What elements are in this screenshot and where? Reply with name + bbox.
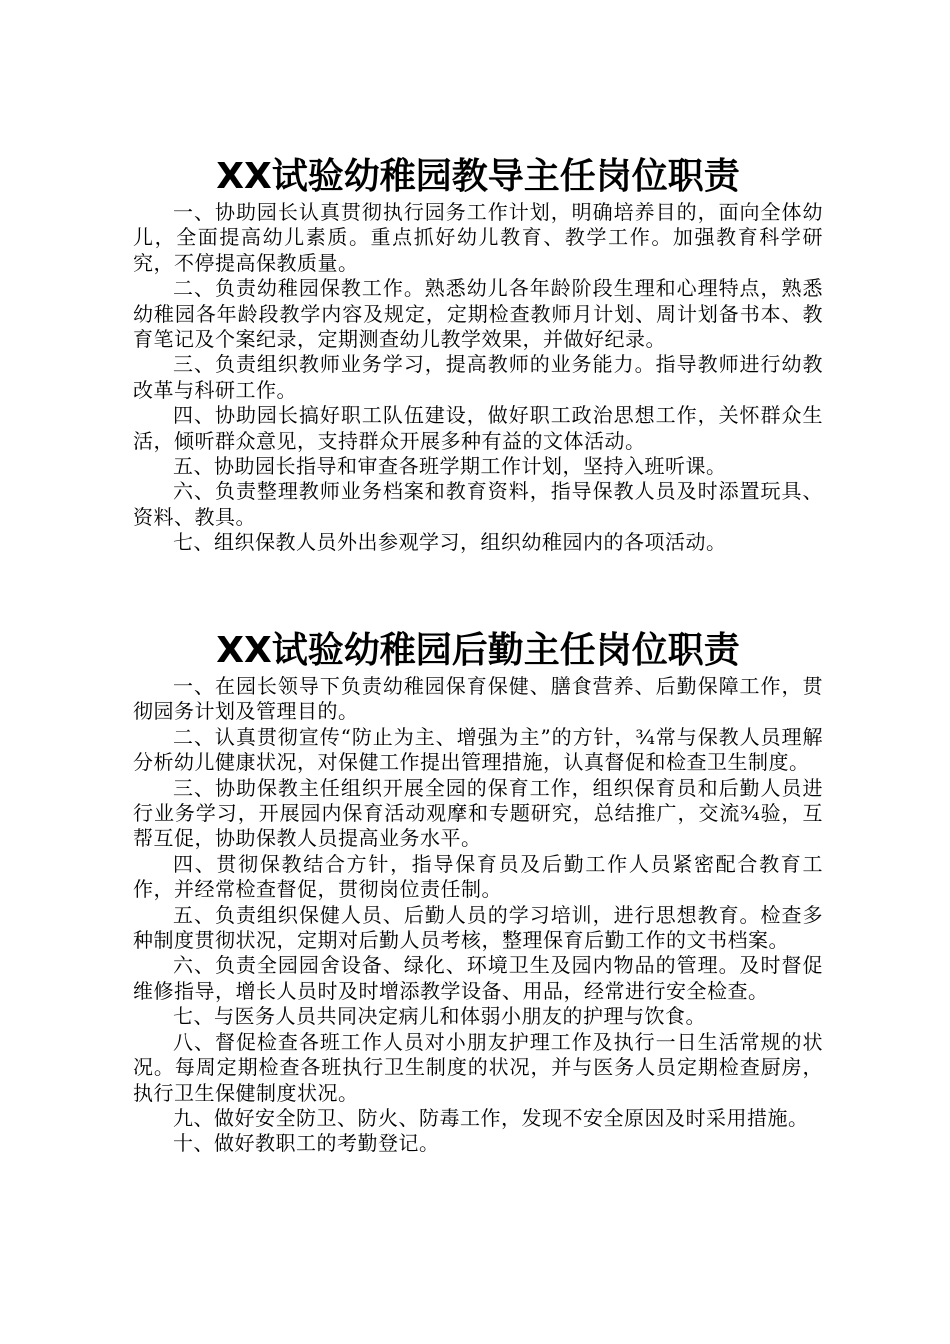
section-title: XX试验幼稚园后勤主任岗位职责 — [216, 630, 740, 671]
paragraph-list — [133, 200, 823, 556]
paragraph: 三、协助保教主任组织开展全园的保育工作，组织保育员和后勤人员进行业务学习，开展园内保育活动观摩和专题研究，总结推广，交流¾验，互帮互促，协助保教人员提高业务水平。 — [133, 775, 823, 851]
paragraph: 三、负责组织教师业务学习，提高教师的业务能力。指导教师进行幼教改革与科研工作。 — [133, 352, 823, 402]
paragraph: 二、负责幼稚园保教工作。熟悉幼儿各年龄阶段生理和心理特点，熟悉幼稚园各年龄段教学内容及规定，定期检查教师月计划、周计划备书本、教育笔记及个案纪录，定期测查幼儿教学效果，并做好纪录。 — [133, 276, 823, 352]
paragraph: 二、认真贯彻宣传“防止为主、增强为主”的方针，¾常与保教人员理解分析幼儿健康状况，对保健工作提出管理措施，认真督促和检查卫生制度。 — [133, 724, 823, 775]
paragraph: 十、做好教职工的考勤登记。 — [173, 1131, 440, 1156]
paragraph: 九、做好安全防卫、防火、防毒工作，发现不安全原因及时采用措施。 — [173, 1105, 809, 1130]
paragraph: 七、组织保教人员外出参观学习，组织幼稚园内的各项活动。 — [173, 530, 727, 555]
paragraph: 四、协助园长搞好职工队伍建设，做好职工政治思想工作，关怀群众生活，倾听群众意见，支持群众开展多种有益的文体活动。 — [133, 403, 823, 453]
paragraph: 五、负责组织保健人员、后勤人员的学习培训，进行思想教育。检查多种制度贯彻状况，定期对后勤人员考核，整理保育后勤工作的文书档案。 — [133, 902, 823, 953]
paragraph: 一、在园长领导下负责幼稚园保育保健、膳食营养、后勤保障工作，贯彻园务计划及管理目的。 — [133, 674, 823, 724]
section-title: XX试验幼稚园教导主任岗位职责 — [216, 156, 740, 197]
paragraph: 六、负责全园园舍设备、绿化、环境卫生及园内物品的管理。及时督促维修指导，增长人员时及时增添教学设备、用品，经常进行安全检查。 — [133, 953, 823, 1003]
paragraph: 六、负责整理教师业务档案和教育资料，指导保教人员及时添置玩具、资料、教具。 — [133, 479, 823, 529]
paragraph: 四、贯彻保教结合方针，指导保育员及后勤工作人员紧密配合教育工作，并经常检查督促，贯彻岗位责任制。 — [133, 851, 823, 902]
paragraph-list — [133, 674, 823, 1157]
paragraph: 八、督促检查各班工作人员对小朋友护理工作及执行一日生活常规的状况。每周定期检查各班执行卫生制度的状况，并与医务人员定期检查厨房，执行卫生保健制度状况。 — [133, 1029, 823, 1105]
paragraph: 五、协助园长指导和审查各班学期工作计划，坚持入班听课。 — [173, 454, 727, 479]
paragraph: 七、与医务人员共同决定病儿和体弱小朋友的护理与饮食。 — [173, 1004, 706, 1029]
paragraph: 一、协助园长认真贯彻执行园务工作计划，明确培养目的，面向全体幼儿，全面提高幼儿素质。重点抓好幼儿教育、教学工作。加强教育科学研究，不停提高保教质量。 — [133, 200, 823, 275]
